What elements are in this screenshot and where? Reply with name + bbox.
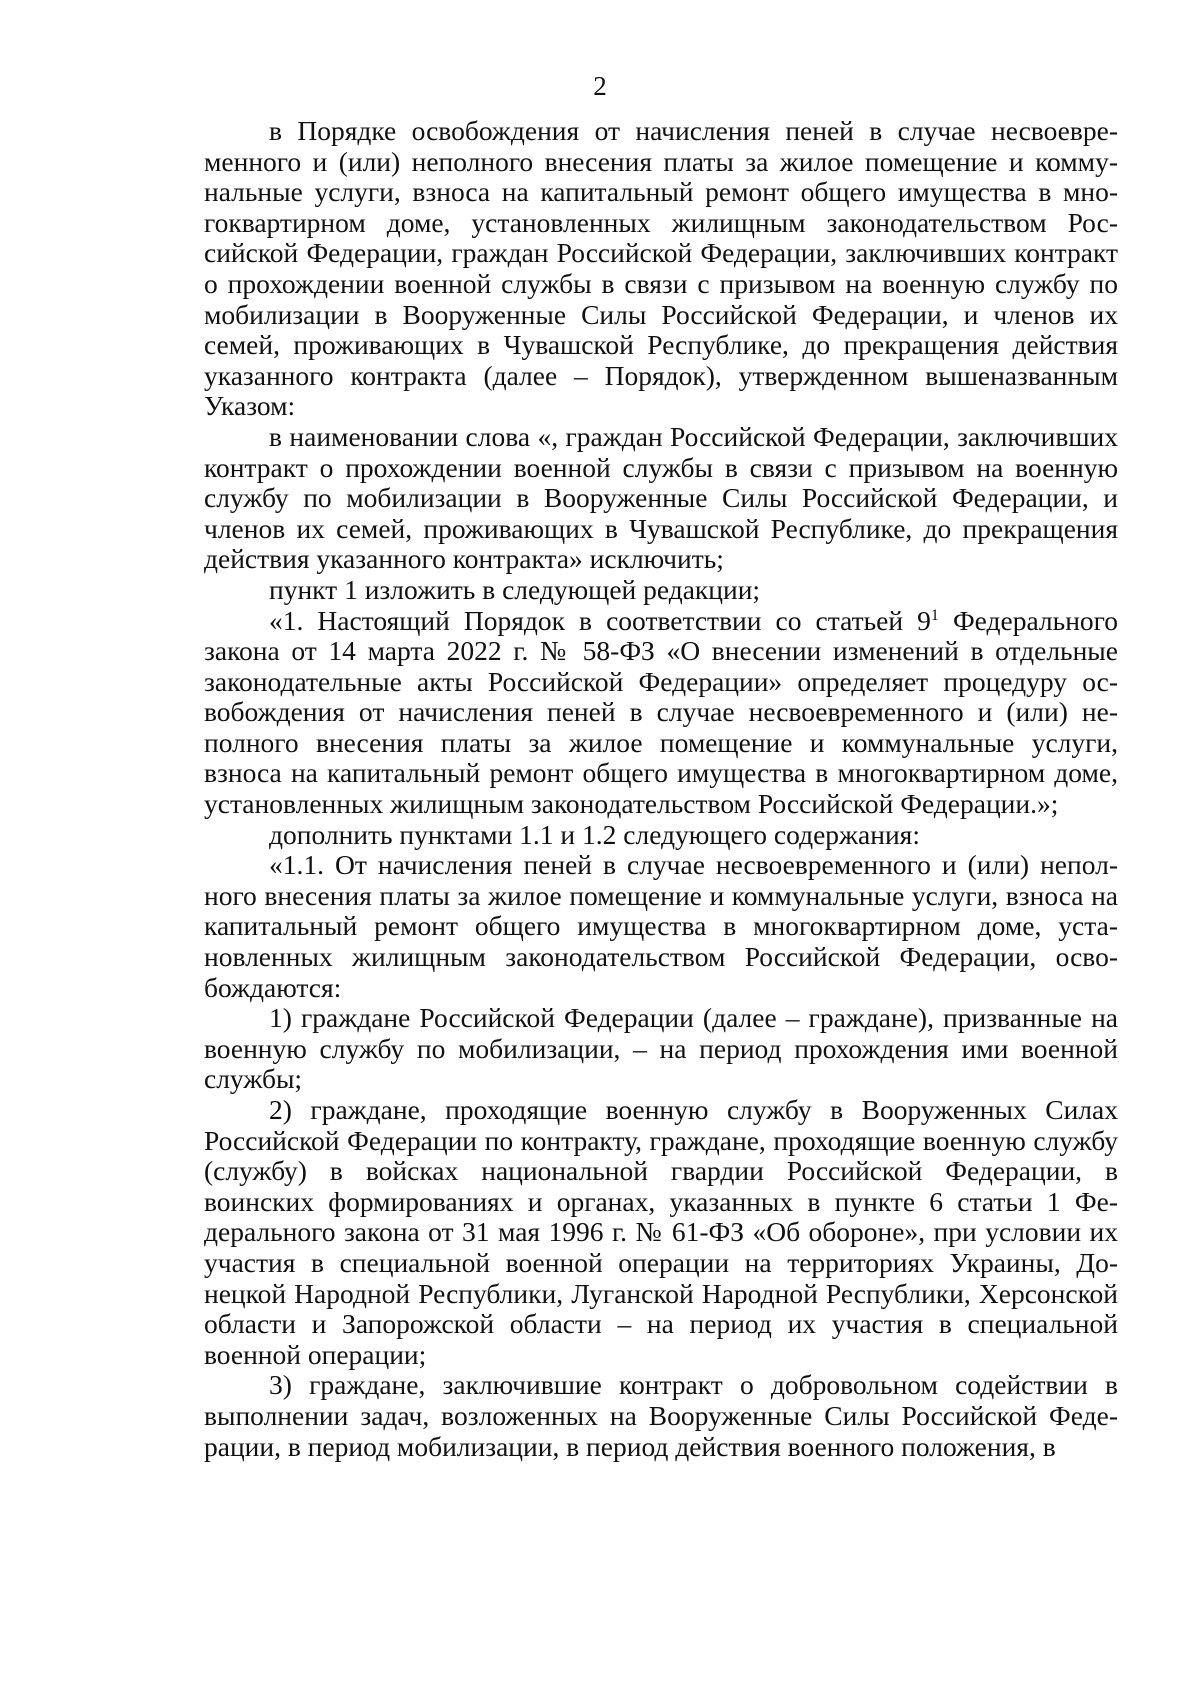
- paragraph-add-points: дополнить пунктами 1.1 и 1.2 следующего содержания:: [269, 818, 920, 850]
- paragraph-point-1-1: «1.1. От начисления пеней в случае несвоевременного и (или) неполного внесения платы за жилое помещение и коммунальные услуги, взноса на капитальный ремонт общего имущества в многоквартирном доме, установленных жилищным законодательством Российской Федерации, освобождаются:: [204, 849, 1118, 1003]
- paragraph-subpoint-2: 2) граждане, проходящие военную службу в Вооруженных Силах Российской Федерации по контракту, граждане, проходящие военную службу (службу) в войсках национальной гвардии Российской Федерации, в воинских формированиях и органах, указанных в пункте 6 статьи 1 Федерального закона от 31 мая 1996 г. № 61-ФЗ «Об обороне», при условии их участия в специальной военной операции на территориях Украины, Донецкой Народной Республики, Луганской Народной Республики, Херсонской области и Запорожской области – на период их участия в специальной военной операции;: [204, 1094, 1118, 1370]
- paragraph-subpoint-3: 3) граждане, заключившие контракт о добровольном содействии в выполнении задач, возложенных на Вооруженные Силы Российской Федерации, в период мобилизации, в период действия военного положения, в: [204, 1369, 1118, 1462]
- paragraph-point-1-text: [204, 606, 1118, 820]
- point-1-text-end: Федерального закона от 14 марта 2022 г. № 58-ФЗ «О внесении изменений в отдельные законодательные акты Российской Федерации» определяет процедуру освобождения от начисления пеней в случае несвоевременного и (или) неполного внесения платы за жилое помещение и коммунальные услуги, взноса на капитальный ремонт общего имущества в многоквартирном доме, установленных жилищным законодательством Российской Федерации.»;: [204, 604, 1119, 820]
- paragraph-point-1-intro: пункт 1 изложить в следующей редакции;: [269, 573, 761, 605]
- page-number: 2: [593, 71, 607, 101]
- article-superscript: 1: [930, 606, 939, 624]
- document-body: [204, 116, 1118, 1462]
- paragraph-procedure-intro: в Порядке освобождения от начисления пеней в случае несвоевременного и (или) неполного внесения платы за жилое помещение и коммунальные услуги, взноса на капитальный ремонт общего имущества в многоквартирном доме, установленных жилищным законодательством Российской Федерации, граждан Российской Федерации, заключивших контракт о прохождении военной службы в связи с призывом на военную службу по мобилизации в Вооруженные Силы Российской Федерации, и членов их семей, проживающих в Чувашской Республике, до прекращения действия указанного контракта (далее – Порядок), утвержденном вышеназванным Указом:: [204, 115, 1118, 422]
- paragraph-subpoint-1: 1) граждане Российской Федерации (далее – граждане), призванные на военную службу по мобилизации, – на период прохождения ими военной службы;: [204, 1002, 1118, 1095]
- paragraph-title-amendment: в наименовании слова «, граждан Российской Федерации, заключивших контракт о прохождении военной службы в связи с призывом на военную службу по мобилизации в Вооруженные Силы Российской Федерации, и членов их семей, проживающих в Чувашской Республике, до прекращения действия указанного контракта» исключить;: [204, 420, 1118, 575]
- point-1-text-start: «1. Настоящий Порядок в соответствии со статьей 9: [269, 604, 931, 636]
